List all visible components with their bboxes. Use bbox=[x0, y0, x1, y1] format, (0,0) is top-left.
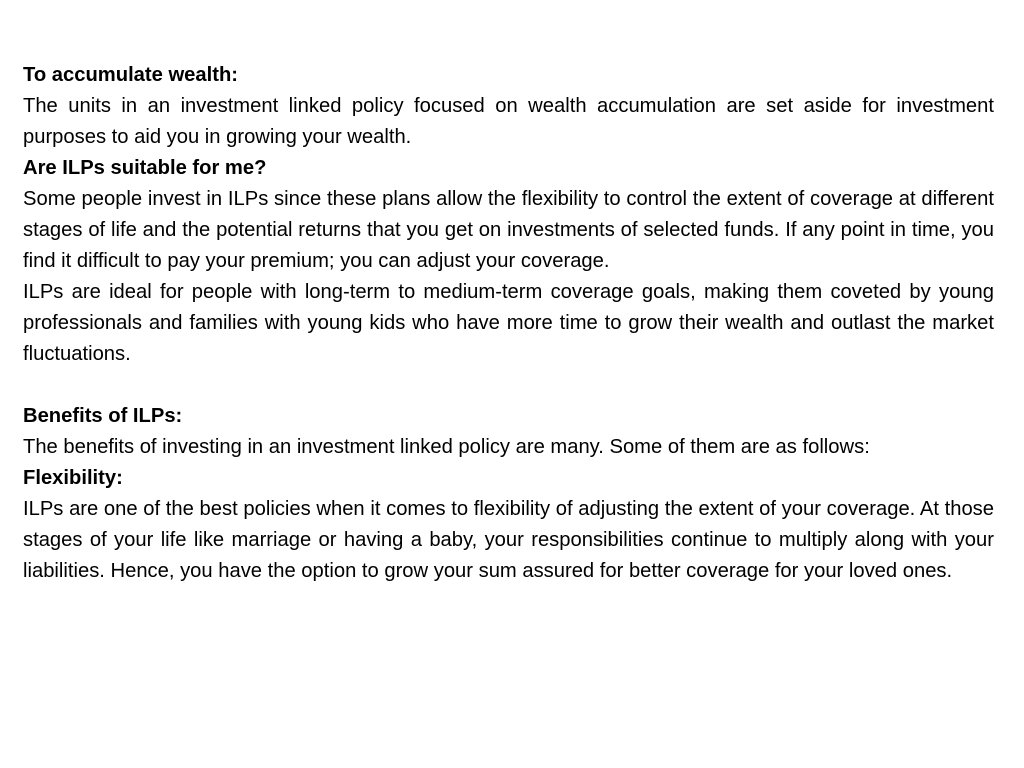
heading-accumulate-wealth: To accumulate wealth: bbox=[23, 64, 239, 86]
paragraph-ilps-flexibility-reason: Some people invest in ILPs since these plans allow the flexibility to control the extent of coverage at different stages of life and the potential returns that you get on investments of selected funds. If any point in time, you find it difficult to pay your premium; you can adjust your coverage. bbox=[23, 188, 994, 272]
heading-flexibility: Flexibility: bbox=[23, 467, 123, 489]
paragraph-flexibility: ILPs are one of the best policies when it comes to flexibility of adjusting the extent of your coverage. At those stages of your life like marriage or having a baby, your responsibilities continue to multiply along with your liabilities. Hence, you have the option to grow your sum assured for better coverage for your loved ones. bbox=[23, 498, 994, 582]
paragraph-benefits-intro: The benefits of investing in an investment linked policy are many. Some of them are as follows: bbox=[23, 436, 870, 458]
paragraph-accumulate-wealth: The units in an investment linked policy focused on wealth accumulation are set aside for investment purposes to aid you in growing your wealth. bbox=[23, 95, 994, 148]
document-body bbox=[23, 60, 994, 587]
blank-line bbox=[23, 370, 994, 401]
heading-benefits-of-ilps: Benefits of ILPs: bbox=[23, 405, 183, 427]
heading-ilps-suitable: Are ILPs suitable for me? bbox=[23, 157, 267, 179]
paragraph-ilps-ideal-for: ILPs are ideal for people with long-term to medium-term coverage goals, making them coveted by young professionals and families with young kids who have more time to grow their wealth and outlast the market fluctuations. bbox=[23, 281, 994, 365]
